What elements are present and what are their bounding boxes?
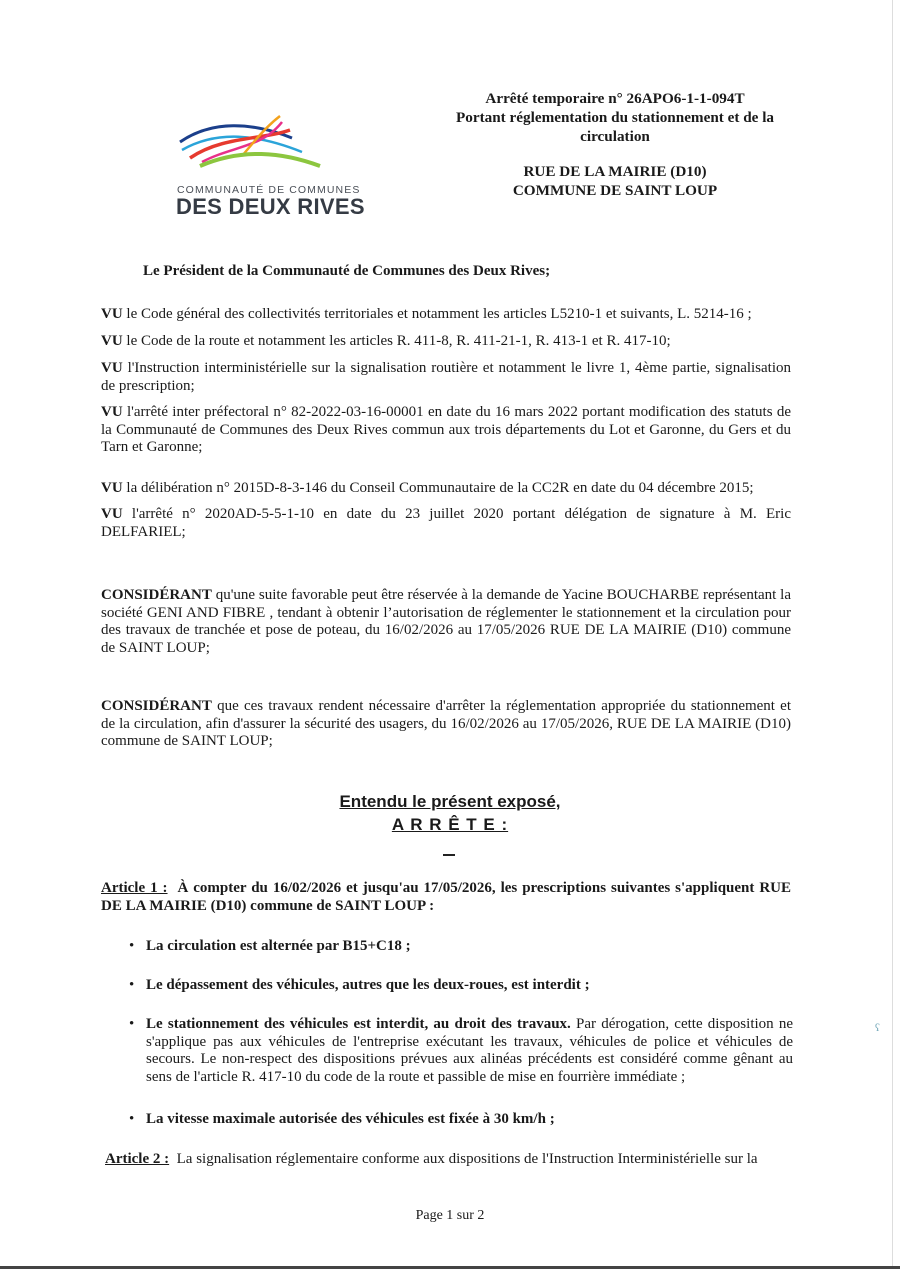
considerant-text-1: qu'une suite favorable peut être réservée à la demande de Yacine BOUCHARBE représentant la société GENI AND FIBRE , tendant à obtenir l’autorisation de réglementer le stationnement et la circulation pour des travaux de tranchée et pose de poteau, du 16/02/2026 au 17/05/2026 RUE DE LA MAIRIE (D10) commune de SAINT LOUP;	[101, 587, 791, 656]
vu-label: VU	[101, 506, 123, 522]
vu-paragraph-3	[101, 360, 791, 395]
bullet-4-text: La vitesse maximale autorisée des véhicules est fixée à 30 km/h ;	[146, 1111, 555, 1127]
bullet-3-rest: Par dérogation, cette disposition ne s'applique pas aux véhicules de l'entreprise exécutant les travaux, véhicules de police et véhicules de secours. Le non-respect des dispositions prévues aux alinéas précédents est considéré comme gênant au sens de l'article R. 417-10 du code de la route et passible de mise en fourrière immédiate ;	[146, 1016, 794, 1085]
bullet-4: •	[129, 1111, 135, 1127]
vu-text-5: la délibération n° 2015D-8-3-146 du Conseil Communautaire de la CC2R en date du 04 décembre 2015;	[126, 480, 754, 496]
considerant-text-2: que ces travaux rendent nécessaire d'arrêter la réglementation appropriée du stationnement et de la circulation, afin d'assurer la sécurité des usagers, du 16/02/2026 au 17/05/2026, RUE DE LA MAIRIE (D10) commune de SAINT LOUP;	[101, 698, 791, 749]
article-2-label: Article 2 :	[105, 1151, 170, 1167]
decree-street: RUE DE LA MAIRIE (D10)	[523, 163, 707, 180]
vu-paragraph-1	[101, 306, 791, 324]
decree-number: Arrêté temporaire n° 26APO6-1-1-094T	[485, 90, 745, 107]
article-2-intro	[105, 1151, 795, 1169]
decree-header	[440, 89, 790, 146]
bullet-1: •	[129, 938, 135, 954]
article-1-text: À compter du 16/02/2026 et jusqu'au 17/05/2026, les prescriptions suivantes s'appliquent RUE DE LA MAIRIE (D10) commune de SAINT LOUP :	[101, 880, 791, 914]
bullet-3-bold: Le stationnement des véhicules est interdit, au droit des travaux.	[146, 1016, 571, 1032]
vu-paragraph-2	[101, 333, 791, 351]
page-number: Page 1 sur 2	[415, 1208, 485, 1223]
separator-dash	[443, 854, 455, 856]
vu-label: VU	[101, 306, 123, 322]
considerant-paragraph-2	[101, 698, 791, 751]
vu-label: VU	[101, 333, 123, 349]
vu-text-4: l'arrêté inter préfectoral n° 82-2022-03-16-00001 en date du 16 mars 2022 portant modification des statuts de la Communauté de Communes des Deux Rives commun aux trois départements du Lot et Garonne, du Gers et du Tarn et Garonne;	[101, 404, 791, 455]
vu-paragraph-6	[101, 506, 791, 541]
vu-text-2: le Code de la route et notamment les articles R. 411-8, R. 411-21-1, R. 413-1 et R. 417-10;	[126, 333, 671, 349]
president-line: Le Président de la Communauté de Communes des Deux Rives;	[143, 263, 551, 279]
decree-subject-line-2: circulation	[580, 128, 650, 145]
bullet-2-text: Le dépassement des véhicules, autres que les deux-roues, est interdit ;	[146, 977, 590, 993]
decision-heading: Entendu le présent exposé,	[339, 792, 561, 811]
logo-subtitle: COMMUNAUTÉ DE COMMUNES	[177, 184, 361, 196]
bullet-1-text: La circulation est alternée par B15+C18 ;	[146, 938, 411, 954]
considerant-label: CONSIDÉRANT	[101, 587, 212, 603]
arrete-heading: A R R Ê T E :	[391, 815, 509, 834]
bullet-3: •	[129, 1016, 135, 1032]
vu-paragraph-5	[101, 480, 791, 498]
vu-label: VU	[101, 360, 123, 376]
article-2-text: La signalisation réglementaire conforme aux dispositions de l'Instruction Interministérielle sur la	[176, 1151, 758, 1167]
decree-location	[440, 162, 790, 200]
article-1-intro	[101, 880, 791, 915]
vu-text-6: l'arrêté n° 2020AD-5-5-1-10 en date du 23 juillet 2020 portant délégation de signature à M. Eric DELFARIEL;	[101, 506, 791, 540]
page-edge-right	[892, 0, 893, 1266]
considerant-label: CONSIDÉRANT	[101, 698, 212, 714]
considerant-paragraph-1	[101, 587, 791, 657]
decree-subject-line: Portant réglementation du stationnement et de la	[455, 109, 775, 126]
vu-text-1: le Code général des collectivités territoriales et notamment les articles L5210-1 et suivants, L. 5214-16 ;	[126, 306, 752, 322]
decree-commune: COMMUNE DE SAINT LOUP	[512, 182, 718, 199]
vu-label: VU	[101, 480, 123, 496]
bullet-2: •	[129, 977, 135, 993]
scan-mark: ʕ	[875, 1022, 880, 1034]
vu-text-3: l'Instruction interministérielle sur la signalisation routière et notamment le livre 1, 4ème partie, signalisation de prescription;	[101, 360, 792, 394]
bullet-3-text	[146, 1016, 793, 1086]
page-edge-bottom	[0, 1266, 900, 1269]
vu-paragraph-4	[101, 404, 791, 457]
vu-label: VU	[101, 404, 123, 420]
article-1-label: Article 1 :	[101, 880, 168, 896]
logo-name: DES DEUX RIVES	[176, 194, 365, 219]
